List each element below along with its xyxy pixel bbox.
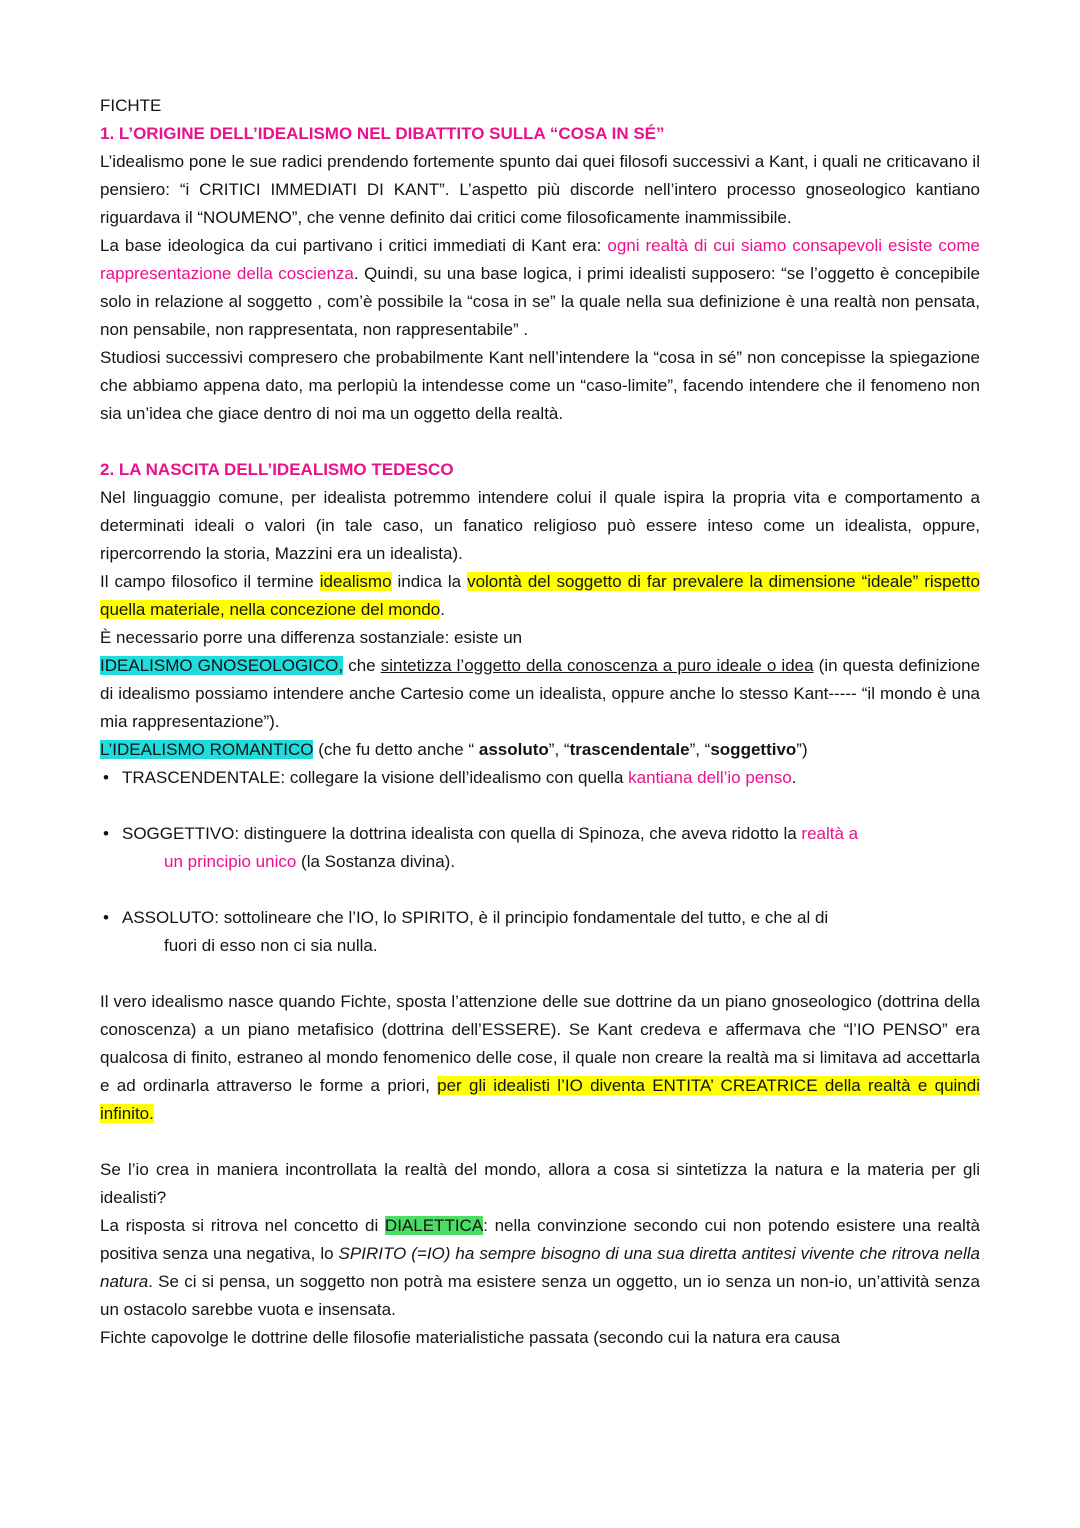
text-run: . Quindi, su una base logica, i primi idealisti supposero: “se l’oggetto è concepibile solo in relazione al soggetto , com’è possibile la “cosa in se” la quale nella sua definizione è una realtà non pensata, non pensabile, non rappresentata, non rappresentabile” . bbox=[100, 264, 980, 339]
paragraph bbox=[100, 652, 980, 736]
paragraph bbox=[100, 736, 980, 764]
paragraph bbox=[100, 484, 980, 568]
text-run: ogni realtà di cui siamo consapevoli esiste come rappresentazione della coscienza bbox=[100, 236, 980, 283]
bullet-marker-icon: • bbox=[103, 908, 109, 927]
text-run: ”, “ bbox=[689, 740, 711, 759]
text-run: È necessario porre una differenza sostanziale: esiste un bbox=[100, 628, 523, 647]
text-run: idealismo bbox=[319, 572, 392, 591]
page-title bbox=[100, 92, 980, 120]
bullet-item bbox=[100, 820, 980, 876]
text-run: . Se ci si pensa, un soggetto non potrà ma esistere senza un oggetto, un io senza un non-io, un’attività senza un ostacolo sarebbe vuota e insensata. bbox=[100, 1272, 980, 1319]
paragraph bbox=[100, 988, 980, 1128]
text-run: un principio unico bbox=[164, 852, 297, 871]
text-run: : nella convinzione secondo cui non potendo esistere una realtà positiva senza una negativa, lo bbox=[100, 1216, 980, 1263]
paragraph bbox=[100, 232, 980, 344]
bullet-item bbox=[100, 904, 980, 960]
paragraph bbox=[100, 568, 980, 624]
text-run: Il campo filosofico il termine bbox=[100, 572, 320, 591]
paragraph bbox=[100, 1212, 980, 1324]
text-run: indica la bbox=[391, 572, 468, 591]
text-run: soggettivo bbox=[710, 740, 797, 759]
text-run: ”, “ bbox=[548, 740, 570, 759]
text-run: kantiana dell’io penso bbox=[628, 768, 792, 787]
text-run: 2. LA NASCITA DELL’IDEALISMO TEDESCO bbox=[100, 460, 454, 479]
text-run: assoluto bbox=[478, 740, 549, 759]
text-run: Il vero idealismo nasce quando Fichte, sposta l’attenzione delle sue dottrine da un piano gnoseologico (dottrina della conoscenza) a un piano metafisico (dottrina dell’ESSERE). Se Kant credeva e affermava che “l’IO PENSO” era qualcosa di finito, estraneo al mondo fenomenico delle cose, il quale non creare la realtà ma si limitava ad accettarla e ad ordinarla attraverso le forme a priori, bbox=[100, 992, 980, 1095]
section-heading bbox=[100, 456, 980, 484]
text-run: per gli idealisti l’IO diventa ENTITA’ CREATRICE della realtà e quindi infinito. bbox=[100, 1076, 980, 1123]
blank-line bbox=[100, 792, 980, 820]
bullet-marker-icon: • bbox=[103, 768, 109, 787]
text-run: Fichte capovolge le dottrine delle filosofie materialistiche passata (secondo cui la natura era causa bbox=[100, 1328, 840, 1347]
text-run: (che fu detto anche “ bbox=[313, 740, 479, 759]
text-run: ”) bbox=[796, 740, 808, 759]
document-body bbox=[100, 92, 980, 1352]
text-run: ASSOLUTO: sottolineare che l’IO, lo SPIRITO, è il principio fondamentale del tutto, e che al di bbox=[122, 908, 829, 927]
text-run: . bbox=[440, 600, 445, 619]
text-run: FICHTE bbox=[100, 96, 162, 115]
text-run: SPIRITO (=IO) ha sempre bisogno di una sua diretta antitesi vivente che ritrova nella natura bbox=[100, 1244, 980, 1291]
text-run: 1. L’ORIGINE DELL’IDEALISMO NEL DIBATTITO SULLA “COSA IN SÉ” bbox=[100, 124, 665, 143]
text-run: IDEALISMO GNOSEOLOGICO, bbox=[100, 656, 344, 675]
paragraph bbox=[100, 148, 980, 232]
blank-line bbox=[100, 428, 980, 456]
text-run: Nel linguaggio comune, per idealista potremmo intendere colui il quale ispira la propria vita e comportamento a determinati ideali o valori (in tale caso, un fanatico religioso può essere inteso come un idealista, oppure, ripercorrendo la storia, Mazzini era un idealista). bbox=[100, 488, 980, 563]
text-run: (in questa definizione di idealismo possiamo intendere anche Cartesio come un idealista, oppure anche lo stesso Kant----- “il mondo è una mia rappresentazione”). bbox=[100, 656, 981, 731]
text-run: TRASCENDENTALE: collegare la visione dell’idealismo con quella bbox=[122, 768, 629, 787]
paragraph bbox=[100, 624, 980, 652]
paragraph bbox=[100, 1156, 980, 1212]
text-run: che bbox=[343, 656, 381, 675]
text-run: . bbox=[791, 768, 797, 787]
text-run: L’idealismo pone le sue radici prendendo fortemente spunto dai quei filosofi successivi a Kant, i quali ne criticavano il pensiero: “i CRITICI IMMEDIATI DI KANT”. L’aspetto più discorde nell’intero processo gnoseologico kantiano riguardava il “NOUMENO”, che venne definito dai critici come filosoficamente inammissibile. bbox=[100, 152, 980, 227]
blank-line bbox=[100, 960, 980, 988]
blank-line bbox=[100, 1128, 980, 1156]
text-run: La base ideologica da cui partivano i critici immediati di Kant era: bbox=[100, 236, 608, 255]
bullet-item bbox=[100, 764, 980, 792]
text-run: fuori di esso non ci sia nulla. bbox=[164, 936, 378, 955]
bullet-marker-icon: • bbox=[103, 824, 109, 843]
text-run: Se l’io crea in maniera incontrollata la realtà del mondo, allora a cosa si sintetizza la natura e la materia per gli idealisti? bbox=[100, 1160, 980, 1207]
text-run: (la Sostanza divina). bbox=[296, 852, 456, 871]
text-run: realtà a bbox=[801, 824, 859, 843]
text-run: sintetizza l’oggetto della conoscenza a puro ideale o idea bbox=[380, 656, 814, 675]
text-run: trascendentale bbox=[569, 740, 690, 759]
text-run: volontà del soggetto di far prevalere la dimensione “ideale” rispetto quella materiale, nella concezione del mondo bbox=[100, 572, 980, 619]
text-run: Studiosi successivi compresero che probabilmente Kant nell’intendere la “cosa in sé” non concepisse la spiegazione che abbiamo appena dato, ma perlopiù la intendesse come un “caso-limite”, facendo intendere che il fenomeno non sia un’idea che giace dentro di noi ma un oggetto della realtà. bbox=[100, 348, 980, 423]
paragraph bbox=[100, 1324, 980, 1352]
paragraph bbox=[100, 344, 980, 428]
text-run: La risposta si ritrova nel concetto di bbox=[100, 1216, 385, 1235]
text-run: SOGGETTIVO: distinguere la dottrina idealista con quella di Spinoza, che aveva ridotto la bbox=[122, 824, 802, 843]
text-run: DIALETTICA bbox=[384, 1216, 484, 1235]
blank-line bbox=[100, 876, 980, 904]
text-run: L’IDEALISMO ROMANTICO bbox=[100, 740, 314, 759]
section-heading bbox=[100, 120, 980, 148]
